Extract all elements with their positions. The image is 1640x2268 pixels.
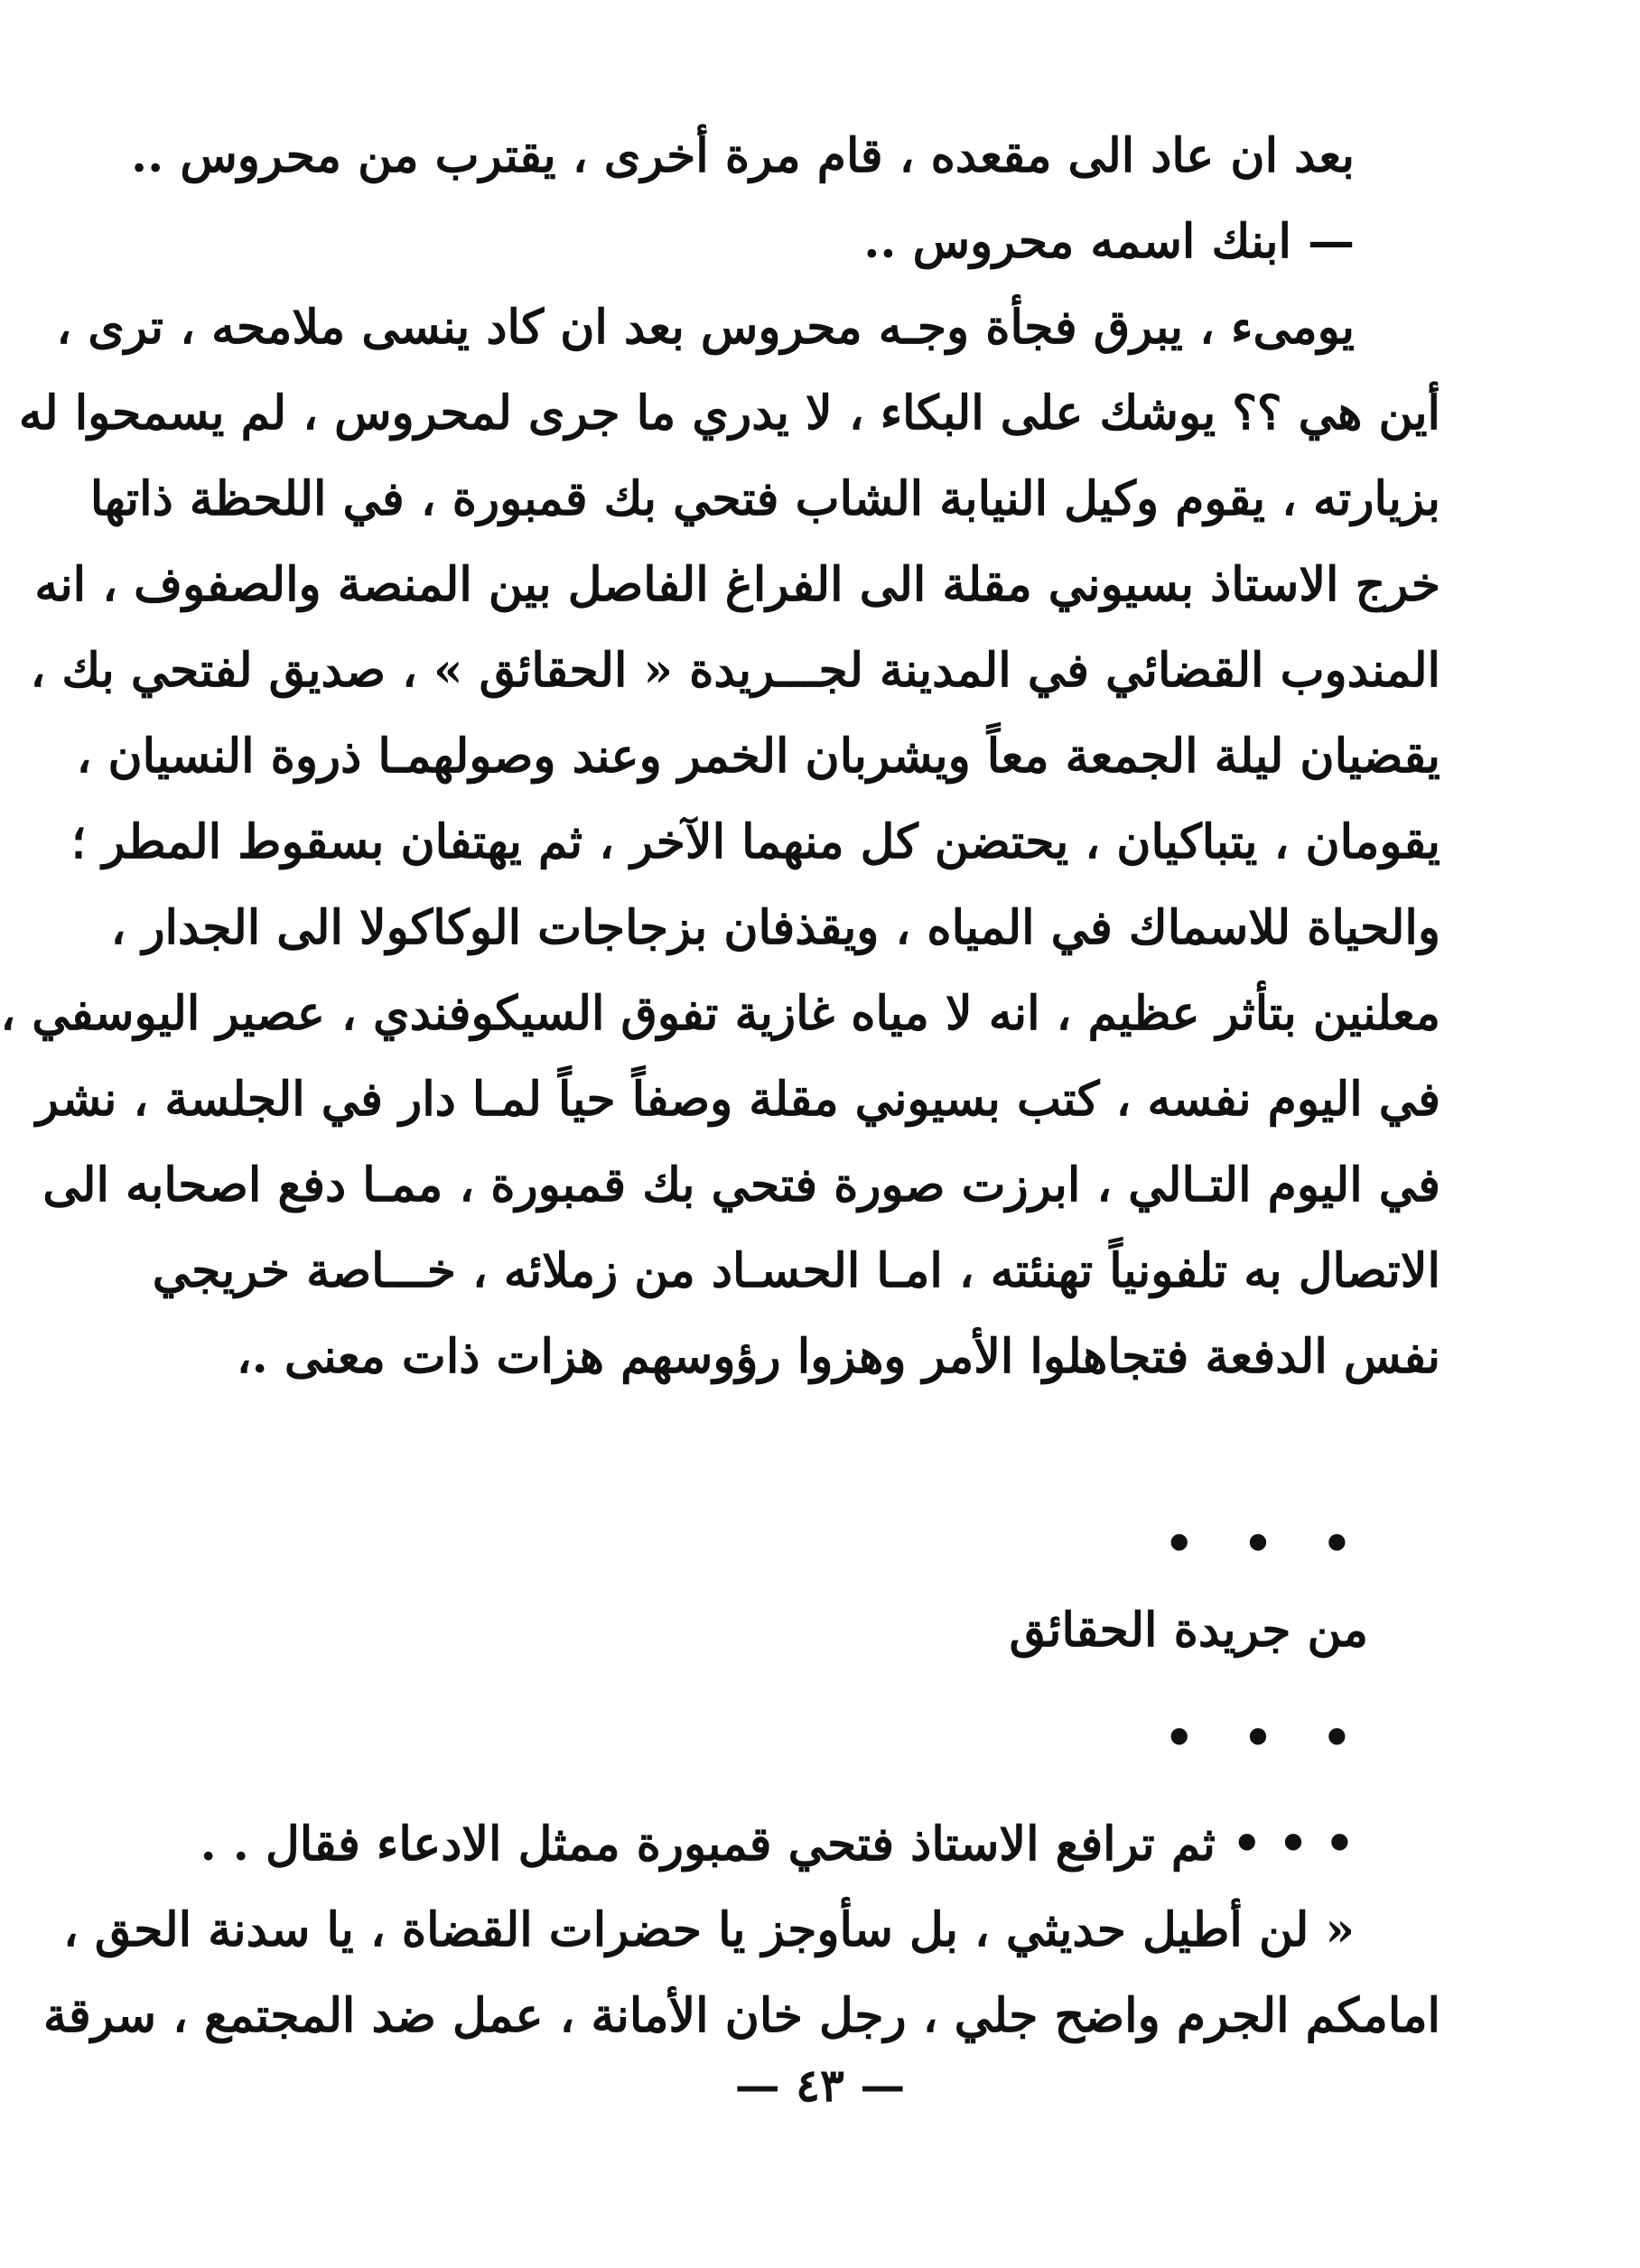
text-line: المندوب القضائي في المدينة لجـــريدة « الحقائق » ، صديق لفتحي بك ، [30, 643, 1440, 698]
text-line: يقومان ، يتباكيان ، يحتضن كل منهما الآخر ، ثم يهتفان بسقوط المطر ؛ [70, 814, 1440, 869]
text-line: في اليوم التـالي ، ابرزت صورة فتحي بك قمبورة ، ممـا دفع اصحابه الى [42, 1157, 1440, 1213]
text-line: بزيارته ، يقوم وكيل النيابة الشاب فتحي بك قمبورة ، في اللحظة ذاتها [89, 471, 1440, 526]
text-line: معلنين بتأثر عظيم ، انه لا مياه غازية تفوق السيكوفندي ، عصير اليوسفي ، [0, 986, 1440, 1041]
text-line: يقضيان ليلة الجمعة معاً ويشربان الخمر وعند وصولهمـا ذروة النسيان ، [76, 729, 1440, 784]
paragraph-block-main [0, 113, 1440, 1399]
text-line: يومىء ، يبرق فجأة وجـه محروس بعد ان كاد ينسى ملامحه ، ترى ، [56, 300, 1355, 355]
text-line: نفس الدفعة فتجاهلوا الأمر وهزوا رؤوسهم هزات ذات معنى .، [236, 1329, 1440, 1384]
text-line: في اليوم نفسه ، كتب بسيوني مقلة وصفاً حياً لمـا دار في الجلسة ، نشر [35, 1072, 1440, 1127]
text-line: والحياة للاسماك في المياه ، ويقذفان بزجاجات الوكاكولا الى الجدار ، [110, 900, 1440, 955]
section-separator: • • • [1164, 1517, 1368, 1572]
text-line: بعد ان عاد الى مقعده ، قام مرة أخرى ، يقترب من محروس .. [131, 128, 1355, 183]
text-line: أين هي ؟؟ يوشك على البكاء ، لا يدري ما جرى لمحروس ، لم يسمحوا له [18, 386, 1440, 441]
section-separator: • • • [1164, 1711, 1368, 1766]
text-line: • • • ثم ترافع الاستاذ فتحي قمبورة ممثل الادعاء فقال . . [200, 1817, 1355, 1872]
text-line: الاتصال به تلفونياً تهنئته ، امـا الحسـاد من زملائه ، خـــاصة خريجي [152, 1243, 1440, 1298]
text-line: خرج الاستاذ بسيوني مقلة الى الفراغ الفاصل بين المنصة والصفوف ، انه [34, 557, 1440, 612]
text-line: « لن أطيل حديثي ، بل سأوجز يا حضرات القضاة ، يا سدنة الحق ، [63, 1902, 1355, 1957]
section-subheading: من جريدة الحقائق [1009, 1603, 1368, 1658]
page-number: — ٤٣ — [734, 2059, 906, 2112]
text-line: امامكم الجرم واضح جلي ، رجل خان الأمانة ، عمل ضد المجتمع ، سرقة [43, 1988, 1440, 2043]
paragraph-block-trial [43, 1801, 1440, 2059]
text-line: — ابنك اسمه محروس .. [863, 214, 1355, 269]
